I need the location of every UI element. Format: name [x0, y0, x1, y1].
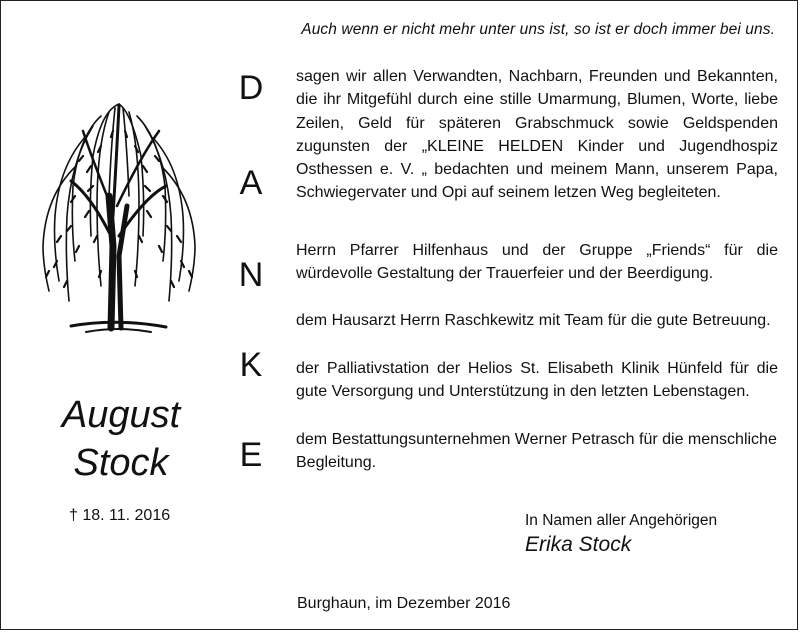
death-date: † 18. 11. 2016	[69, 507, 171, 524]
danke-letter-k: K	[239, 346, 263, 384]
deceased-first-name: August	[61, 394, 181, 436]
place-date: Burghaun, im Dezember 2016	[297, 595, 511, 612]
thanks-paragraph-doctor: dem Hausarzt Herrn Raschkewitz mit Team für die gute Betreuung.	[296, 312, 771, 329]
weeping-willow-icon	[31, 86, 201, 341]
danke-letter-n: N	[238, 256, 264, 294]
thanks-paragraph-palliative: der Palliativstation der Helios St. Elisabeth Klinik Hünfeld für die gute Versorgung und Unterstützung in den letzten Lebenstagen.	[296, 360, 778, 401]
danke-letter-d: D	[238, 69, 264, 107]
danke-letter-e: E	[239, 436, 263, 474]
danke-letter-a: A	[239, 164, 263, 202]
signature-intro: In Namen aller Angehörigen	[525, 512, 718, 529]
motto: Auch wenn er nicht mehr unter uns ist, so ist er doch immer bei uns.	[301, 21, 775, 38]
signature-name: Erika Stock	[525, 533, 632, 556]
thanks-paragraph-pastor: Herrn Pfarrer Hilfenhaus und der Gruppe „Friends“ für die würdevolle Gestaltung der Trauerfeier und der Beerdigung.	[296, 242, 778, 283]
thanks-paragraph-general: sagen wir allen Verwandten, Nachbarn, Freunden und Bekannten, die ihr Mitgefühl durch eine stille Umarmung, Blumen, Worte, liebe Zeilen, Geld für späteren Grabschmuck sowie Geldspenden zugunsten der „KLEINE HELDEN Kinder und Jugendhospiz Osthessen e. V. „ bedachten und meinem Mann, unserem Papa, Schwiegervater und Opi auf seinem letzen Weg begleiteten.	[296, 68, 778, 202]
thanks-paragraph-funeral-home: dem Bestattungsunternehmen Werner Petrasch für die menschliche Begleitung.	[296, 431, 777, 472]
deceased-last-name: Stock	[73, 442, 169, 484]
